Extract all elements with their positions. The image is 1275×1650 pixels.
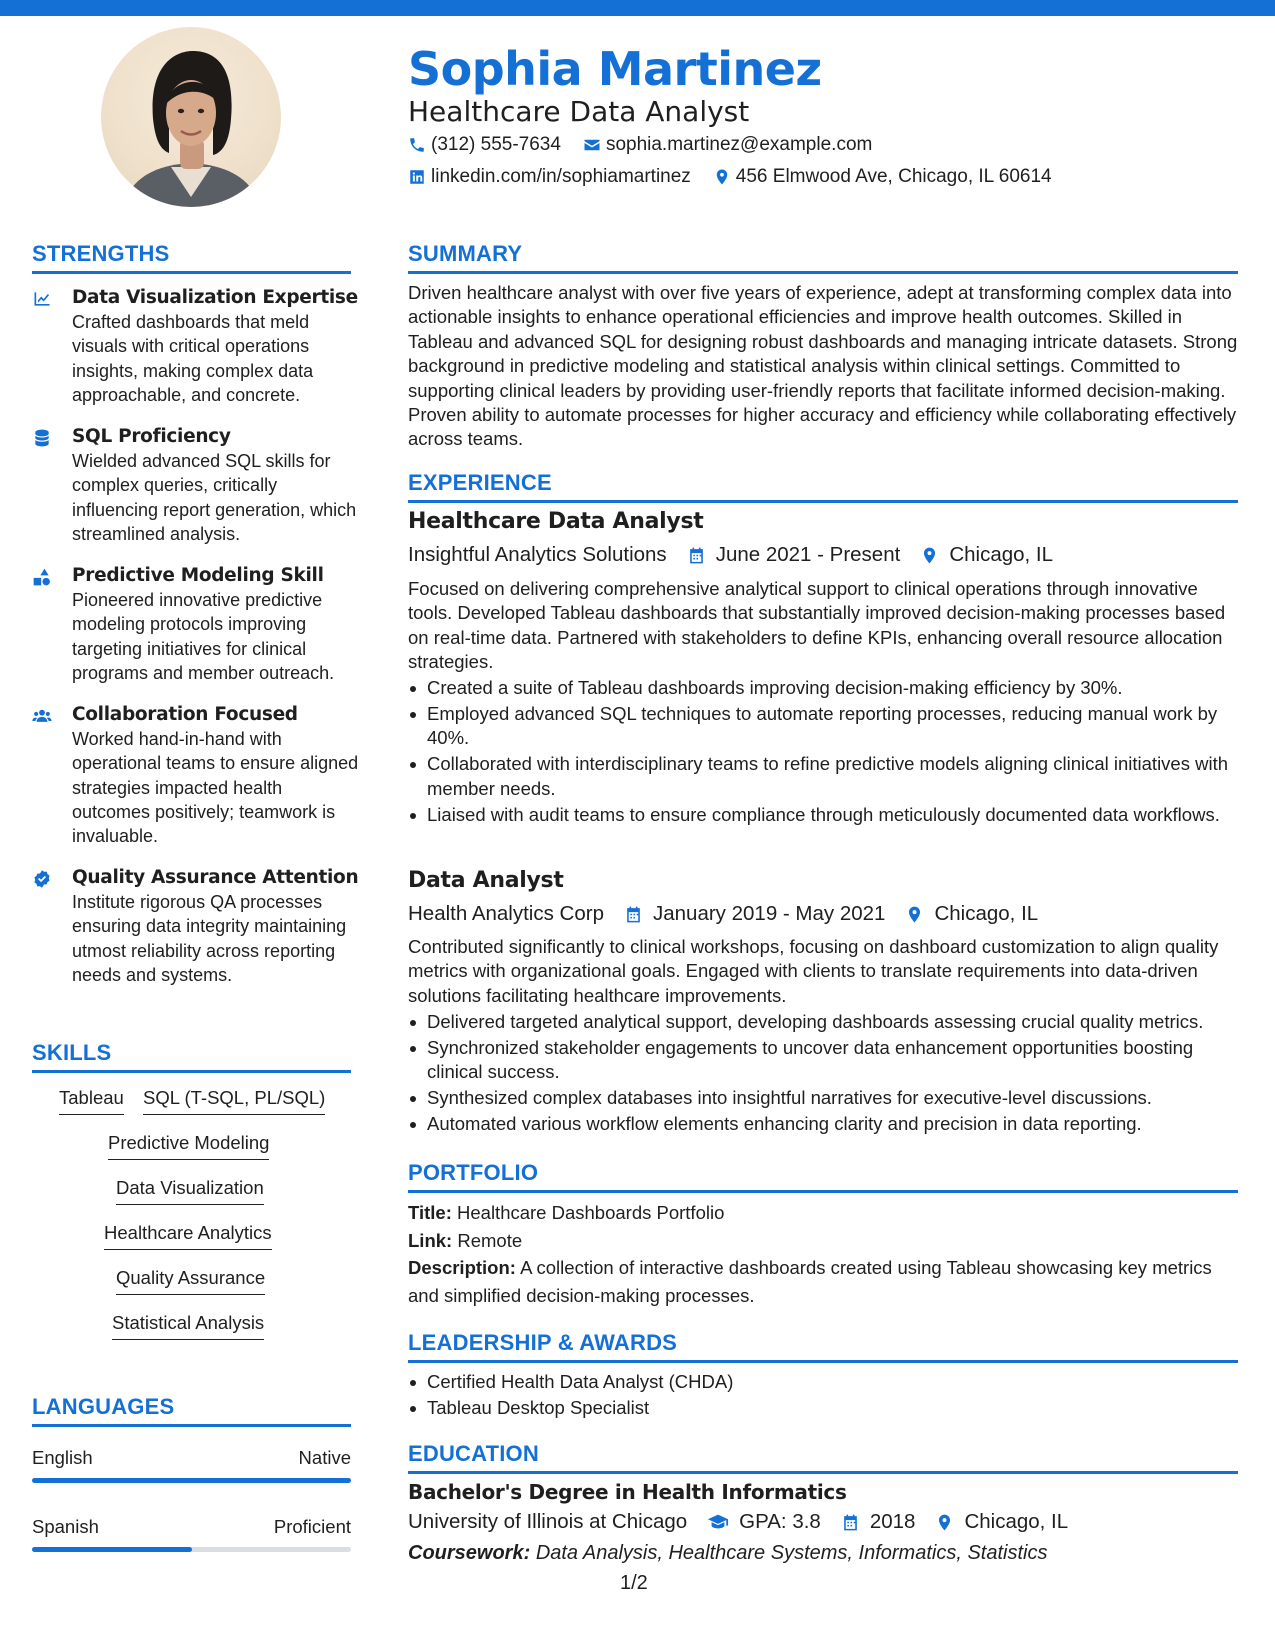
language-name: English <box>32 1447 93 1468</box>
profile-photo <box>101 27 281 207</box>
strength-item <box>32 703 362 848</box>
strength-item <box>32 286 362 407</box>
skills-rule <box>32 1070 351 1073</box>
strength-title: Predictive Modeling Skill <box>72 565 324 586</box>
strength-title: Collaboration Focused <box>72 704 298 725</box>
phone-contact <box>408 134 561 156</box>
map-pin-icon <box>905 905 924 924</box>
job-dates: January 2019 - May 2021 <box>652 902 886 925</box>
portfolio-description-value: A collection of interactive dashboards created using Tableau showcasing key metrics and simplified decision-making processes. <box>408 1257 1212 1306</box>
bullet-item: Synthesized complex databases into insightful narratives for executive-level discussions. <box>408 1086 1238 1110</box>
strength-item <box>32 564 362 685</box>
portfolio-link-value[interactable]: Remote <box>457 1229 523 1251</box>
job-meta <box>408 902 1058 926</box>
job-company: Health Analytics Corp <box>408 902 604 925</box>
awards-list <box>408 1370 1238 1422</box>
experience-heading: EXPERIENCE <box>408 470 552 495</box>
school-name: University of Illinois at Chicago <box>408 1510 688 1533</box>
skill-tag: Tableau <box>59 1087 124 1115</box>
calendar-icon <box>841 1513 860 1532</box>
strengths-heading: STRENGTHS <box>32 241 170 266</box>
envelope-icon <box>583 136 601 154</box>
job-description: Contributed significantly to clinical workshops, focusing on dashboard customization to align quality metrics with organizational goals. Engaged with clients to translate requirements into data-driven solutions facilitating healthcare improvements. <box>408 936 1219 1006</box>
map-pin-icon <box>935 1513 954 1532</box>
shapes-icon <box>32 567 52 587</box>
strength-title: Data Visualization Expertise <box>72 287 358 308</box>
bullet-item: Delivered targeted analytical support, developing dashboards assessing crucial quality metrics. <box>408 1010 1238 1034</box>
summary-heading: SUMMARY <box>408 241 523 266</box>
awards-heading: LEADERSHIP & AWARDS <box>408 1330 678 1355</box>
address-contact <box>713 166 1052 188</box>
skill-tag: Quality Assurance <box>116 1267 265 1295</box>
award-item: Certified Health Data Analyst (CHDA) <box>408 1370 1238 1394</box>
linkedin-icon <box>408 168 426 186</box>
skills-heading: SKILLS <box>32 1040 112 1065</box>
job-title: Data Analyst <box>408 868 564 893</box>
graduation-cap-icon <box>707 1511 729 1533</box>
strength-title: SQL Proficiency <box>72 426 231 447</box>
candidate-title: Healthcare Data Analyst <box>408 95 750 128</box>
education-year: 2018 <box>869 1510 916 1533</box>
language-name: Spanish <box>32 1516 99 1537</box>
coursework-label: Coursework: <box>408 1542 531 1564</box>
phone-text: (312) 555-7634 <box>431 134 561 155</box>
job-dates: June 2021 - Present <box>715 543 901 566</box>
strength-text: Crafted dashboards that meld visuals with critical operations insights, making complex data approachable, and concrete. <box>72 312 314 405</box>
contact-row-1 <box>408 134 894 156</box>
portfolio-link-line: Link: Remote <box>408 1229 523 1251</box>
job-location: Chicago, IL <box>934 902 1039 925</box>
bullet-item: Liaised with audit teams to ensure compliance through meticulously documented data workflows. <box>408 803 1238 827</box>
phone-icon <box>408 136 426 154</box>
database-icon <box>32 428 52 448</box>
award-item: Tableau Desktop Specialist <box>408 1396 1238 1420</box>
job-description: Focused on delivering comprehensive analytical support to clinical operations through innovative tools. Developed Tableau dashboards that substantially improved decision-making processes based on real-time data. Partnered with stakeholders to define KPIs, enhancing overall resource allocation strategies. <box>408 578 1226 673</box>
map-pin-icon <box>713 168 731 186</box>
job-bullets <box>408 1010 1238 1138</box>
calendar-icon <box>624 905 643 924</box>
job-company: Insightful Analytics Solutions <box>408 543 667 566</box>
address-text: 456 Elmwood Ave, Chicago, IL 60614 <box>735 166 1052 187</box>
bullet-item: Automated various workflow elements enhancing clarity and precision in data reporting. <box>408 1112 1238 1136</box>
language-level: Native <box>298 1447 351 1468</box>
strength-item <box>32 866 362 987</box>
bullet-item: Employed advanced SQL techniques to automate reporting processes, reducing manual work by 40%. <box>408 702 1238 751</box>
job-bullets <box>408 676 1238 828</box>
page-number: 1/2 <box>620 1572 648 1594</box>
strength-text: Wielded advanced SQL skills for complex queries, critically influencing report generation, which streamlined analysis. <box>72 451 357 544</box>
education-gpa: GPA: 3.8 <box>739 1510 821 1533</box>
contact-row-2 <box>408 166 1074 188</box>
coursework-text: Data Analysis, Healthcare Systems, Informatics, Statistics <box>535 1542 1048 1564</box>
bullet-item: Synchronized stakeholder engagements to uncover data enhancement opportunities boosting clinical success. <box>408 1036 1238 1085</box>
skill-tag: Predictive Modeling <box>108 1132 269 1160</box>
strengths-rule <box>32 271 351 274</box>
map-pin-icon <box>920 546 939 565</box>
job-meta <box>408 543 1073 567</box>
summary-rule <box>408 271 1238 274</box>
language-bar-fill <box>32 1478 351 1483</box>
candidate-name: Sophia Martinez <box>408 42 822 96</box>
experience-rule <box>408 500 1238 503</box>
education-heading: EDUCATION <box>408 1441 539 1466</box>
awards-rule <box>408 1360 1238 1363</box>
strength-title: Quality Assurance Attention <box>72 867 359 888</box>
bullet-item: Collaborated with interdisciplinary teams to refine predictive models aligning clinical initiatives with member needs. <box>408 752 1238 801</box>
job-title: Healthcare Data Analyst <box>408 509 704 534</box>
languages-heading: LANGUAGES <box>32 1394 175 1419</box>
email-contact[interactable] <box>583 134 872 156</box>
strength-text: Worked hand-in-hand with operational teams to ensure aligned strategies impacted health outcomes positively; teamwork is invaluable. <box>72 729 359 847</box>
education-location: Chicago, IL <box>964 1510 1069 1533</box>
education-meta <box>408 1510 1088 1534</box>
portfolio-details <box>408 1199 1238 1309</box>
portfolio-title-line: Title: Healthcare Dashboards Portfolio <box>408 1202 725 1223</box>
users-icon <box>32 706 52 726</box>
language-level: Proficient <box>273 1516 351 1537</box>
skill-tag: Statistical Analysis <box>112 1312 264 1340</box>
language-bar <box>32 1547 351 1552</box>
strength-text: Pioneered innovative predictive modeling protocols improving targeting initiatives for clinical programs and member outreach. <box>72 590 335 683</box>
portfolio-heading: PORTFOLIO <box>408 1160 539 1185</box>
education-rule <box>408 1471 1238 1474</box>
strength-item <box>32 425 362 546</box>
coursework-line <box>408 1542 1047 1565</box>
skill-tag: Data Visualization <box>116 1177 264 1205</box>
portfolio-rule <box>408 1190 1238 1193</box>
language-bar-fill <box>32 1547 192 1552</box>
email-link[interactable]: sophia.martinez@example.com <box>605 134 873 155</box>
portfolio-title-value: Healthcare Dashboards Portfolio <box>457 1202 725 1223</box>
languages-rule <box>32 1424 351 1427</box>
summary-text: Driven healthcare analyst with over five years of experience, adept at transforming complex data into actionable insights to enhance operational efficiencies and improve health outcomes. Skilled in Tableau and advanced SQL for designing robust dashboards and managing intricate datasets. Strong background in predictive modeling and statistical analysis within clinical settings. Committed to supporting clinical leaders by providing user-friendly reports that facilitate informed decision-making. Proven ability to automate processes for higher accuracy and efficiency while collaborating effectively across teams. <box>408 282 1238 450</box>
calendar-icon <box>687 546 706 565</box>
portfolio-description-line: Description: A collection of interactive dashboards created using Tableau showcasing key metrics and simplified decision-making processes. <box>408 1257 1212 1306</box>
linkedin-link[interactable]: linkedin.com/in/sophiamartinez <box>431 166 691 187</box>
strength-text: Institute rigorous QA processes ensuring data integrity maintaining utmost reliability across reporting needs and systems. <box>72 892 347 985</box>
top-accent-bar <box>0 0 1275 16</box>
linkedin-contact[interactable] <box>408 166 691 188</box>
job-location: Chicago, IL <box>949 543 1054 566</box>
degree-title: Bachelor's Degree in Health Informatics <box>408 1480 847 1504</box>
chart-line-icon <box>32 289 52 309</box>
check-badge-icon <box>32 869 52 889</box>
language-bar <box>32 1478 351 1483</box>
skill-tag: Healthcare Analytics <box>104 1222 272 1250</box>
bullet-item: Created a suite of Tableau dashboards improving decision-making efficiency by 30%. <box>408 676 1238 700</box>
skill-tag: SQL (T-SQL, PL/SQL) <box>143 1087 325 1115</box>
